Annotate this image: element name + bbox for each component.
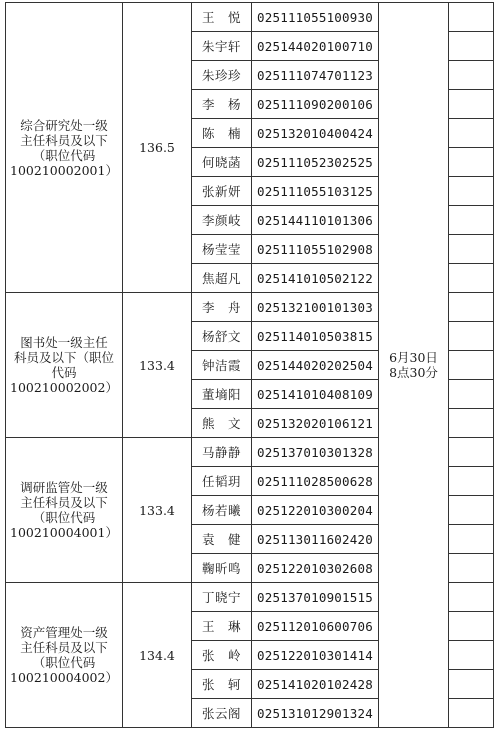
position-line: （职位代码: [32, 147, 96, 163]
remarks-cell: [449, 699, 494, 728]
ticket-number: 025122010301414: [252, 641, 379, 670]
position-line: 图书处一级主任: [20, 335, 108, 350]
position-line: （职位代码: [32, 510, 96, 525]
remarks-cell: [449, 670, 494, 699]
min-score-cell: 133.4: [123, 438, 192, 583]
remarks-cell: [449, 525, 494, 554]
remarks-cell: [449, 293, 494, 322]
ticket-number: 025111055100930: [252, 3, 379, 32]
position-line: 主任科员及以下: [20, 495, 108, 510]
position-cell: [6, 583, 123, 728]
remarks-cell: [449, 322, 494, 351]
ticket-number: 025114010503815: [252, 322, 379, 351]
interview-time-line: 8点30分: [389, 365, 438, 380]
ticket-number: 025141010408109: [252, 380, 379, 409]
interview-time-line: 6月30日: [389, 350, 438, 365]
remarks-cell: [449, 496, 494, 525]
position-cell: [6, 293, 123, 438]
ticket-number: 025144110101306: [252, 206, 379, 235]
candidate-name: 钟洁霞: [192, 351, 252, 380]
candidate-name: 杨若曦: [192, 496, 252, 525]
position-line: 代码: [51, 365, 77, 380]
min-score-cell: 134.4: [123, 583, 192, 728]
remarks-cell: [449, 380, 494, 409]
position-line: 调研监管处一级: [20, 480, 108, 495]
ticket-number: 025111052302525: [252, 148, 379, 177]
candidate-name: 熊 文: [192, 409, 252, 438]
ticket-number: 025111090200106: [252, 90, 379, 119]
candidate-name: 张 轲: [192, 670, 252, 699]
position-cell: [6, 438, 123, 583]
candidate-name: 陈 楠: [192, 119, 252, 148]
table-row: [6, 3, 494, 32]
remarks-cell: [449, 409, 494, 438]
remarks-cell: [449, 583, 494, 612]
candidate-name: 任韬玥: [192, 467, 252, 496]
candidate-name: 董墒阳: [192, 380, 252, 409]
ticket-number: 025111055103125: [252, 177, 379, 206]
ticket-number: 025111074701123: [252, 61, 379, 90]
candidate-table-body: [6, 3, 494, 728]
ticket-number: 025122010300204: [252, 496, 379, 525]
remarks-cell: [449, 61, 494, 90]
candidate-name: 杨莹莹: [192, 235, 252, 264]
ticket-number: 025137010901515: [252, 583, 379, 612]
candidate-name: 张 岭: [192, 641, 252, 670]
candidate-name: 朱宇轩: [192, 32, 252, 61]
ticket-number: 025132020106121: [252, 409, 379, 438]
position-line: 100210002002）: [10, 380, 118, 395]
remarks-cell: [449, 32, 494, 61]
candidate-name: 丁晓宁: [192, 583, 252, 612]
ticket-number: 025144020100710: [252, 32, 379, 61]
ticket-number: 025144020202504: [252, 351, 379, 380]
ticket-number: 025111055102908: [252, 235, 379, 264]
candidate-name: 杨舒文: [192, 322, 252, 351]
position-line: （职位代码: [32, 655, 96, 670]
remarks-cell: [449, 612, 494, 641]
position-line: 主任科员及以下: [20, 132, 108, 148]
ticket-number: 025132100101303: [252, 293, 379, 322]
remarks-cell: [449, 438, 494, 467]
min-score-cell: 136.5: [123, 3, 192, 293]
candidate-name: 马静静: [192, 438, 252, 467]
position-line: 100210004001）: [10, 525, 118, 540]
candidate-name: 张新妍: [192, 177, 252, 206]
ticket-number: 025137010301328: [252, 438, 379, 467]
remarks-cell: [449, 148, 494, 177]
ticket-number: 025132010400424: [252, 119, 379, 148]
candidate-name: 李颜岐: [192, 206, 252, 235]
ticket-number: 025141020102428: [252, 670, 379, 699]
remarks-cell: [449, 177, 494, 206]
ticket-number: 025111028500628: [252, 467, 379, 496]
position-line: 100210004002）: [10, 670, 118, 685]
candidate-name: 袁 健: [192, 525, 252, 554]
position-line: 100210002001）: [10, 162, 118, 178]
min-score-cell: 133.4: [123, 293, 192, 438]
candidate-name: 李 杨: [192, 90, 252, 119]
candidate-name: 朱珍珍: [192, 61, 252, 90]
ticket-number: 025141010502122: [252, 264, 379, 293]
remarks-cell: [449, 264, 494, 293]
remarks-cell: [449, 554, 494, 583]
candidate-name: 焦超凡: [192, 264, 252, 293]
candidate-name: 李 舟: [192, 293, 252, 322]
position-line: 资产管理处一级: [20, 625, 108, 640]
remarks-cell: [449, 206, 494, 235]
ticket-number: 025113011602420: [252, 525, 379, 554]
candidate-name: 鞠昕鸣: [192, 554, 252, 583]
candidate-name: 张云阁: [192, 699, 252, 728]
position-line: 主任科员及以下: [20, 640, 108, 655]
candidate-table: [5, 2, 494, 728]
candidate-name: 王 悦: [192, 3, 252, 32]
remarks-cell: [449, 235, 494, 264]
ticket-number: 025112010600706: [252, 612, 379, 641]
ticket-number: 025131012901324: [252, 699, 379, 728]
ticket-number: 025122010302608: [252, 554, 379, 583]
position-cell: [6, 3, 123, 293]
remarks-cell: [449, 351, 494, 380]
interview-time-cell: [379, 3, 449, 728]
remarks-cell: [449, 119, 494, 148]
remarks-cell: [449, 641, 494, 670]
position-line: 综合研究处一级: [20, 117, 108, 133]
candidate-name: 何晓菡: [192, 148, 252, 177]
position-line: 科员及以下（职位: [13, 350, 114, 365]
remarks-cell: [449, 467, 494, 496]
remarks-cell: [449, 90, 494, 119]
remarks-cell: [449, 3, 494, 32]
candidate-name: 王 琳: [192, 612, 252, 641]
